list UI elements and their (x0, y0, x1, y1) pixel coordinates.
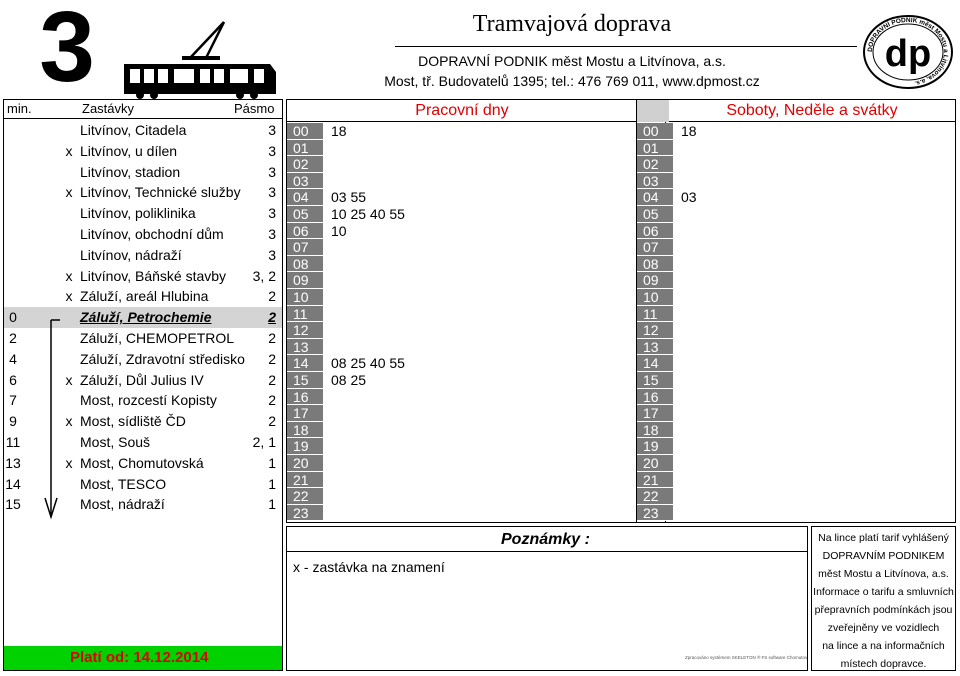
hour-label: 00 (287, 123, 323, 140)
departure-minutes: 08 25 40 55 (331, 355, 405, 372)
hour-label: 07 (287, 239, 323, 256)
stop-name: Záluží, Petrochemie (80, 309, 212, 326)
hour-row (287, 488, 627, 505)
hour-label: 13 (287, 339, 323, 356)
request-stop-mark: x (65, 371, 73, 388)
departure-minutes: 10 (331, 222, 347, 239)
notes-panel (286, 526, 808, 671)
weekend-header (669, 100, 955, 122)
request-stop-mark: x (65, 288, 73, 305)
hour-label: 03 (637, 173, 673, 190)
timetable-weekend (636, 99, 956, 523)
stop-zone: 3 (268, 122, 276, 138)
title-divider (395, 46, 857, 47)
hour-label: 17 (287, 405, 323, 422)
hour-label: 16 (637, 389, 673, 406)
hour-label: 22 (287, 488, 323, 505)
hour-row (637, 173, 937, 190)
hour-row (637, 272, 937, 289)
hour-row (287, 389, 627, 406)
col-header-stops: Zastávky (82, 101, 135, 116)
main-title: Tramvajová doprava (472, 11, 672, 37)
hour-label: 08 (637, 256, 673, 273)
hour-label: 12 (287, 322, 323, 339)
stop-name: Most, nádraží (80, 496, 165, 513)
notes-divider (287, 551, 807, 552)
hour-label: 13 (637, 339, 673, 356)
stop-name: Most, TESCO (80, 475, 167, 492)
logo-ring-text: DOPRAVNÍ PODNIK měst Mostu a Litvínova, a.s. (866, 16, 950, 87)
stop-zone: 2 (268, 288, 276, 305)
stop-row (4, 245, 282, 266)
hour-label: 23 (637, 505, 673, 522)
hour-row (287, 256, 627, 273)
hour-label: 09 (637, 272, 673, 289)
tariff-line: Na lince platí tarif vyhlášený (818, 532, 949, 544)
request-stop-mark: x (65, 184, 73, 201)
hour-row (287, 156, 627, 173)
hour-row (637, 389, 937, 406)
hour-label: 05 (637, 206, 673, 223)
hour-row (287, 322, 627, 339)
stop-zone: 3 (268, 246, 276, 263)
stop-zone: 2 (268, 392, 276, 409)
hour-label: 20 (287, 455, 323, 472)
hour-row (637, 339, 937, 356)
stop-minutes: 9 (9, 413, 17, 430)
stop-zone: 3 (268, 226, 276, 242)
request-stop-mark: x (65, 142, 73, 159)
direction-arrow-icon (40, 312, 62, 522)
tariff-line: zveřejněny ve vozidlech (827, 622, 940, 634)
hour-row (637, 355, 937, 372)
col-header-min: min. (7, 101, 32, 116)
stop-minutes: 4 (9, 350, 17, 367)
stop-name: Litvínov, Citadela (80, 122, 187, 138)
hour-label: 08 (287, 256, 323, 273)
hour-row (287, 355, 627, 372)
hour-label: 00 (637, 123, 673, 140)
hour-row (287, 422, 627, 439)
stop-row (4, 266, 282, 287)
stop-row (4, 203, 282, 224)
logo-initials: dp (884, 33, 932, 75)
stop-zone: 2 (268, 371, 276, 388)
departure-minutes: 18 (681, 123, 697, 139)
hour-label: 06 (287, 223, 323, 240)
hour-row (637, 239, 937, 256)
hour-label: 01 (637, 140, 673, 157)
hour-row (637, 422, 937, 439)
stop-minutes: 2 (9, 330, 17, 346)
stop-minutes: 0 (9, 309, 17, 326)
hour-label: 14 (637, 355, 673, 372)
hour-row (637, 505, 937, 522)
hour-row (287, 455, 627, 472)
hour-row (637, 405, 937, 422)
hour-label: 19 (637, 438, 673, 455)
hour-row (637, 140, 937, 157)
hour-row (637, 322, 937, 339)
departure-minutes: 10 25 40 55 (331, 206, 405, 222)
hour-label: 05 (287, 206, 323, 223)
stop-zone: 2 (268, 350, 276, 367)
hour-label: 10 (637, 289, 673, 306)
stop-name: Litvínov, Technické služby (80, 184, 241, 201)
hour-label: 17 (637, 405, 673, 422)
hour-label: 04 (287, 189, 323, 206)
col-header-zone: Pásmo (234, 101, 275, 116)
hour-row (287, 239, 627, 256)
hour-row (287, 272, 627, 289)
hour-row (287, 505, 627, 522)
hour-row (637, 488, 937, 505)
tariff-line: měst Mostu a Litvínova, a.s. (818, 568, 949, 580)
hour-row (637, 156, 937, 173)
stop-row (4, 224, 282, 245)
company-address: Most, tř. Budovatelů 1395; tel.: 476 769 011, www.dpmost.cz (384, 73, 760, 89)
hour-label: 12 (637, 322, 673, 339)
hour-label: 20 (637, 455, 673, 472)
hour-row (287, 289, 627, 306)
weekend-header-stub (637, 100, 669, 122)
timetable-weekday (286, 99, 666, 523)
hour-label: 03 (287, 173, 323, 190)
stop-minutes: 13 (5, 454, 21, 471)
stop-zone: 1 (268, 475, 276, 492)
hour-row (287, 472, 627, 489)
hour-row (287, 173, 627, 190)
weekday-header (287, 100, 637, 122)
hour-row (637, 123, 937, 140)
stop-name: Most, Chomutovská (80, 454, 204, 471)
dp-logo (862, 14, 954, 90)
tariff-line: přepravních podmínkách jsou (814, 604, 953, 616)
stop-row (4, 286, 282, 307)
stop-name: Litvínov, obchodní dům (80, 226, 224, 242)
company-block (287, 4, 857, 96)
valid-from-banner: Platí od: 14.12.2014 (4, 646, 282, 670)
hour-label: 19 (287, 438, 323, 455)
request-stop-legend: x - zastávka na znamení (293, 559, 445, 575)
request-stop-mark: x (65, 267, 73, 284)
hour-row (287, 372, 627, 389)
stop-row (4, 162, 282, 183)
stop-name: Záluží, CHEMOPETROL (80, 330, 235, 346)
departure-minutes: 18 (331, 123, 347, 139)
hour-row (637, 438, 937, 455)
hour-row (287, 339, 627, 356)
hour-row (637, 455, 937, 472)
stop-row (4, 182, 282, 203)
stop-name: Záluží, Důl Julius IV (80, 371, 204, 388)
stop-name: Most, sídliště ČD (80, 413, 186, 430)
stops-header (4, 100, 282, 119)
stop-zone: 2, 1 (252, 434, 276, 450)
stop-zone: 2 (268, 309, 276, 326)
stop-name: Záluží, areál Hlubina (80, 288, 209, 305)
hour-label: 02 (287, 156, 323, 173)
departure-minutes: 03 (681, 189, 697, 206)
hour-label: 15 (287, 372, 323, 389)
software-credit: Zpracováno systémem SKELETON ® FS software Chomutov (685, 655, 808, 660)
stop-row (4, 120, 282, 141)
line-number: 3 (39, 0, 95, 103)
hour-row (637, 472, 937, 489)
hour-row (637, 256, 937, 273)
departure-minutes: 08 25 (331, 372, 367, 388)
stop-zone: 3 (268, 184, 276, 201)
stop-zone: 3 (268, 205, 276, 222)
hour-label: 01 (287, 140, 323, 157)
hour-row (637, 223, 937, 240)
hour-label: 09 (287, 272, 323, 289)
stop-minutes: 6 (9, 371, 17, 388)
hour-row (637, 289, 937, 306)
stop-row (4, 141, 282, 162)
hour-row (637, 206, 937, 223)
hour-label: 02 (637, 156, 673, 173)
stop-zone: 1 (268, 454, 276, 471)
hour-label: 15 (637, 372, 673, 389)
stop-name: Litvínov, u dílen (80, 142, 178, 159)
hour-label: 11 (637, 306, 673, 323)
hour-row (287, 140, 627, 157)
hour-label: 06 (637, 223, 673, 240)
hour-label: 14 (287, 355, 323, 372)
hour-row (637, 306, 937, 323)
weekend-title: Soboty, Neděle a svátky (726, 102, 898, 119)
tariff-line: DOPRAVNÍM PODNIKEM (822, 550, 945, 562)
notes-title: Poznámky : (501, 531, 590, 548)
hour-label: 21 (637, 472, 673, 489)
stop-zone: 3 (268, 142, 276, 159)
hour-label: 22 (637, 488, 673, 505)
stop-name: Most, rozcestí Kopisty (80, 392, 217, 409)
hour-row (287, 438, 627, 455)
hour-label: 16 (287, 389, 323, 406)
stop-minutes: 14 (5, 475, 21, 492)
hour-label: 18 (637, 422, 673, 439)
stop-zone: 3, 2 (252, 267, 276, 284)
stop-zone: 1 (268, 496, 276, 513)
hour-row (287, 189, 627, 206)
tariff-line: místech dopravce. (840, 658, 927, 670)
hour-row (287, 306, 627, 323)
stop-zone: 2 (268, 330, 276, 346)
stop-name: Litvínov, Báňské stavby (80, 267, 227, 284)
hour-label: 10 (287, 289, 323, 306)
stop-zone: 2 (268, 413, 276, 430)
stop-name: Litvínov, nádraží (80, 246, 182, 263)
stop-minutes: 15 (5, 496, 21, 513)
stop-minutes: 11 (5, 434, 21, 450)
tariff-line: na lince a na informačních (822, 640, 945, 652)
departure-minutes: 03 55 (331, 189, 367, 206)
tariff-line: Informace o tarifu a smluvních (813, 586, 954, 598)
stop-minutes: 7 (9, 392, 17, 409)
company-name: DOPRAVNÍ PODNIK měst Mostu a Litvínova, a.s. (418, 53, 726, 69)
hour-row (637, 372, 937, 389)
hour-label: 11 (287, 306, 323, 323)
stop-name: Litvínov, poliklinika (80, 205, 196, 222)
hour-row (287, 206, 627, 223)
hour-label: 07 (637, 239, 673, 256)
hour-label: 21 (287, 472, 323, 489)
request-stop-mark: x (65, 454, 73, 471)
tariff-info-panel (811, 526, 956, 671)
tram-icon (120, 18, 280, 100)
stop-zone: 3 (268, 163, 276, 180)
stop-name: Most, Souš (80, 434, 151, 450)
hour-row (287, 223, 627, 240)
hour-label: 18 (287, 422, 323, 439)
request-stop-mark: x (65, 413, 73, 430)
hour-row (287, 123, 627, 140)
stop-name: Záluží, Zdravotní středisko (80, 350, 245, 367)
hour-row (287, 405, 627, 422)
hour-label: 23 (287, 505, 323, 522)
hour-label: 04 (637, 189, 673, 206)
stop-name: Litvínov, stadion (80, 163, 181, 180)
weekday-title: Pracovní dny (415, 102, 509, 119)
hour-row (637, 189, 937, 206)
